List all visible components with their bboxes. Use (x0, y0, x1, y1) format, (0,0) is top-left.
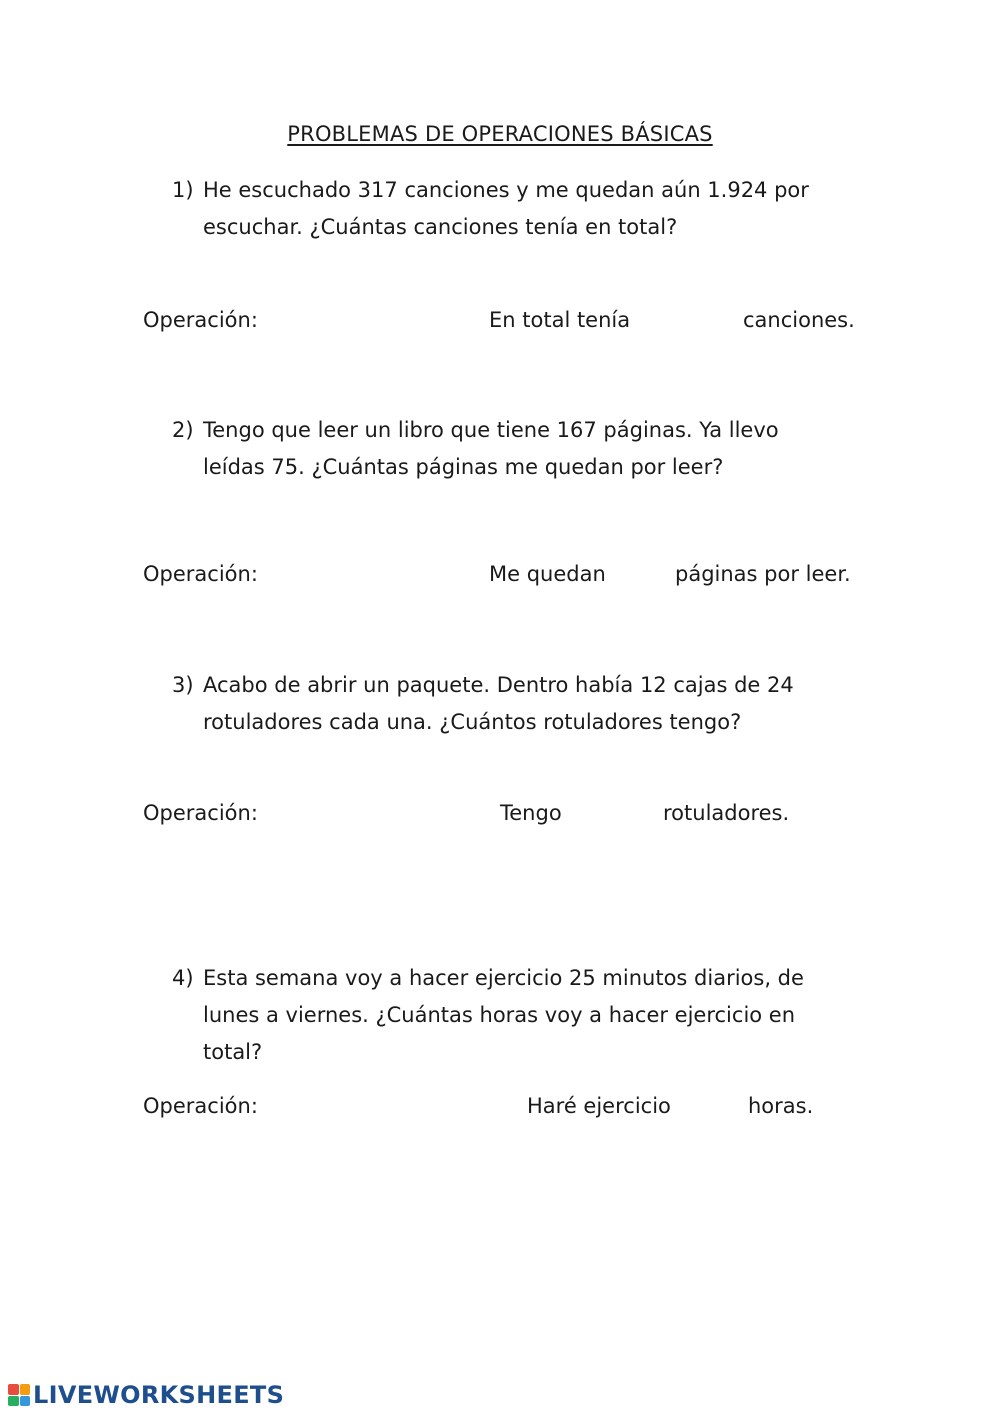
brand-name: LIVEWORKSHEETS (33, 1381, 285, 1409)
operation-input-1[interactable] (270, 306, 474, 336)
operation-label: Operación: (143, 562, 258, 586)
operation-label: Operación: (143, 308, 258, 332)
answer-row-4 (0, 1094, 1000, 1124)
problem-text-line: escuchar. ¿Cuántas canciones tenía en total? (203, 215, 678, 239)
answer-suffix: horas. (748, 1094, 814, 1118)
problem-text-line: rotuladores cada una. ¿Cuántos rotuladores tengo? (203, 710, 742, 734)
answer-row-3 (0, 801, 1000, 831)
problem-2 (172, 412, 852, 486)
answer-row-1 (0, 308, 1000, 338)
logo-square-blue (20, 1396, 31, 1407)
problem-number: 2) (172, 418, 194, 442)
answer-suffix: rotuladores. (663, 801, 790, 825)
liveworksheets-icon (8, 1384, 30, 1406)
operation-label: Operación: (143, 801, 258, 825)
problem-1 (172, 172, 852, 246)
problem-number: 1) (172, 178, 194, 202)
problem-4 (172, 960, 852, 1071)
problem-number: 4) (172, 966, 194, 990)
operation-input-3[interactable] (270, 799, 484, 829)
logo-square-red (8, 1384, 19, 1395)
result-input-1[interactable] (644, 306, 742, 336)
answer-suffix: páginas por leer. (675, 562, 851, 586)
operation-input-4[interactable] (270, 1092, 514, 1122)
problem-text-line: Acabo de abrir un paquete. Dentro había 12 cajas de 24 (203, 673, 794, 697)
result-input-4[interactable] (690, 1092, 748, 1122)
logo-square-orange (20, 1384, 31, 1395)
liveworksheets-logo (8, 1380, 284, 1410)
problem-number: 3) (172, 673, 194, 697)
answer-prefix: Me quedan (489, 562, 606, 586)
answer-suffix: canciones. (743, 308, 855, 332)
problem-text-line: leídas 75. ¿Cuántas páginas me quedan por leer? (203, 455, 724, 479)
result-input-3[interactable] (572, 799, 662, 829)
operation-input-2[interactable] (270, 560, 474, 590)
problem-text-line: Tengo que leer un libro que tiene 167 páginas. Ya llevo (203, 418, 779, 442)
problem-text-line: Esta semana voy a hacer ejercicio 25 minutos diarios, de (203, 966, 804, 990)
answer-prefix: Tengo (500, 801, 562, 825)
problem-text-line: lunes a viernes. ¿Cuántas horas voy a hacer ejercicio en (203, 1003, 796, 1027)
logo-square-green (8, 1396, 19, 1407)
problem-text-line: He escuchado 317 canciones y me quedan aún 1.924 por (203, 178, 809, 202)
answer-prefix: En total tenía (489, 308, 631, 332)
operation-label: Operación: (143, 1094, 258, 1118)
answer-row-2 (0, 562, 1000, 592)
worksheet-title: PROBLEMAS DE OPERACIONES BÁSICAS (287, 122, 713, 146)
answer-prefix: Haré ejercicio (527, 1094, 671, 1118)
problem-3 (172, 667, 852, 741)
problem-text-line: total? (203, 1040, 263, 1064)
result-input-2[interactable] (610, 560, 676, 590)
